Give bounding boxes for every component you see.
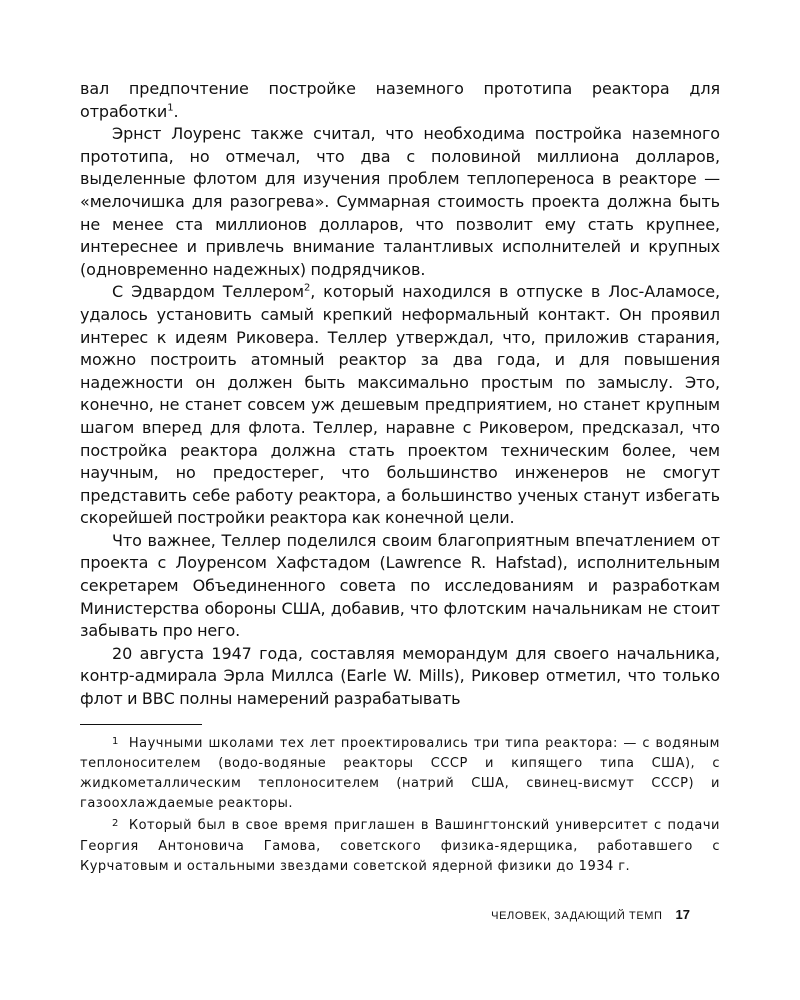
running-title: ЧЕЛОВЕК, ЗАДАЮЩИЙ ТЕМП bbox=[491, 910, 663, 922]
book-page bbox=[80, 78, 720, 877]
footnote-text: Который был в свое время приглашен в Вашингтонский университет с подачи Георгия Антоновича Гамова, советского физика-ядерщика, работавшего с Курчатовым и остальными звездами советской ядерной физики до 1934 г. bbox=[80, 818, 720, 874]
footnote-reference-1: 1 bbox=[167, 102, 174, 114]
footnote-1 bbox=[80, 732, 720, 815]
footnote-divider bbox=[80, 724, 202, 725]
footnote-text: Научными школами тех лет проектировались три типа реактора: — с водяным теплоносителем (водо-водяные реакторы СССР и кипящего типа США), с жидкометаллическим теплоносителем (натрий США, свинец-висмут СССР) и газоохлаждаемые реакторы. bbox=[80, 735, 720, 812]
paragraph-text-tail: , который находился в отпуске в Лос-Аламосе, удалось установить самый крепкий неформальный контакт. Он проявил интерес к идеям Риковера. Теллер утверждал, что, приложив старания, можно построить атомный реактор за два года, и для повышения надежности он должен быть максимально простым по замыслу. Это, конечно, не станет совсем уж дешевым предприятием, но станет крупным шагом вперед для флота. Теллер, наравне с Риковером, предсказал, что постройка реактора должна стать проектом техническим более, чем научным, но предостерег, что большинство инженеров не смогут представить себе работу реактора, а большинство ученых станут избегать скорейшей постройки реактора как конечной цели. bbox=[80, 282, 720, 528]
paragraph-3 bbox=[80, 281, 720, 530]
footnote-mark: 1 bbox=[112, 735, 119, 747]
paragraph-text: С Эдвардом Теллером bbox=[112, 282, 304, 302]
paragraph-text: вал предпочтение постройке наземного прототипа реактора для отработки bbox=[80, 79, 720, 121]
paragraph-1 bbox=[80, 78, 720, 123]
paragraph-text-tail: . bbox=[173, 101, 179, 121]
footnote-2 bbox=[80, 814, 720, 877]
main-text bbox=[80, 78, 720, 711]
paragraph-2: Эрнст Лоуренс также считал, что необходима постройка наземного прототипа, но отмечал, что два с половиной миллиона долларов, выделенные флотом для изучения проблем теплопереноса в реакторе — «мелочишка для разогрева». Суммарная стоимость проекта должна быть не менее ста миллионов долларов, что позволит ему стать крупнее, интереснее и привлечь внимание талантливых исполнителей и крупных (одновременно надежных) подрядчиков. bbox=[80, 124, 720, 279]
paragraph-5: 20 августа 1947 года, составляя меморандум для своего начальника, контр-адмирала Эрла Миллса (Earle W. Mills), Риковер отметил, что только флот и ВВС полны намерений разрабатывать bbox=[80, 643, 720, 709]
paragraph-4: Что важнее, Теллер поделился своим благоприятным впечатлением от проекта с Лоуренсом Хафстадом (Lawrence R. Hafstad), исполнительным секретарем Объединенного совета по исследованиям и разработкам Министерства обороны США, добавив, что флотским начальникам не стоит забывать про него. bbox=[80, 530, 720, 641]
footnote-mark: 2 bbox=[112, 818, 119, 830]
footnotes bbox=[80, 732, 720, 877]
footnote-reference-2: 2 bbox=[303, 283, 311, 295]
page-number: 17 bbox=[675, 907, 690, 922]
running-footer bbox=[80, 907, 690, 922]
